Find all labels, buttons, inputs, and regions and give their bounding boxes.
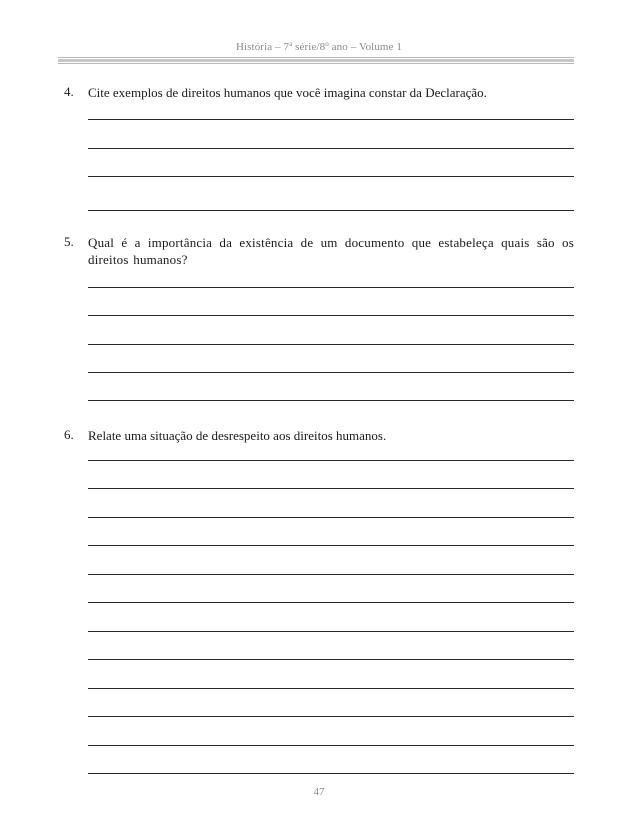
header-text-part-3: ano – Volume 1 (328, 41, 403, 53)
question-5-text: Qual é a importância da existência de um documento que estabeleça quais são os direitos humanos? (88, 235, 574, 267)
header-rule-top (58, 57, 574, 58)
question-6-answer-line[interactable] (88, 488, 574, 489)
question-6-number: 6. (64, 427, 74, 442)
question-5-answer-line[interactable] (88, 400, 574, 401)
question-4-answer-line[interactable] (88, 176, 574, 177)
question-4-answer-line[interactable] (88, 148, 574, 149)
question-6-answer-line[interactable] (88, 716, 574, 717)
question-5-answer-line[interactable] (88, 287, 574, 288)
header-text-part-2: série/8 (292, 41, 326, 53)
question-5-answer-line[interactable] (88, 344, 574, 345)
question-6-answer-line[interactable] (88, 517, 574, 518)
question-6-answer-line[interactable] (88, 460, 574, 461)
header-rule-bottom (58, 63, 574, 64)
question-4-answer-line[interactable] (88, 119, 574, 120)
page-number: 47 (313, 786, 325, 798)
question-6-answer-line[interactable] (88, 688, 574, 689)
question-6-answer-line[interactable] (88, 574, 574, 575)
question-4-text: Cite exemplos de direitos humanos que você imagina constar da Declaração. (88, 85, 487, 100)
question-4-answer-line[interactable] (88, 210, 574, 211)
question-6-answer-line[interactable] (88, 602, 574, 603)
question-5-number: 5. (64, 234, 74, 249)
question-4-number: 4. (64, 84, 74, 99)
question-6-answer-line[interactable] (88, 545, 574, 546)
question-6-answer-line[interactable] (88, 773, 574, 774)
header-superscript-1: a (289, 40, 293, 48)
question-5-answer-line[interactable] (88, 372, 574, 373)
question-6-answer-line[interactable] (88, 631, 574, 632)
header-rule-middle (58, 59, 574, 62)
question-6-answer-line[interactable] (88, 659, 574, 660)
question-5-answer-line[interactable] (88, 315, 574, 316)
question-6-text: Relate uma situação de desrespeito aos direitos humanos. (88, 428, 387, 443)
header-text-part-1: História – 7 (235, 41, 290, 53)
page-header (0, 40, 638, 53)
header-superscript-2: o (325, 40, 329, 48)
question-6-answer-line[interactable] (88, 745, 574, 746)
